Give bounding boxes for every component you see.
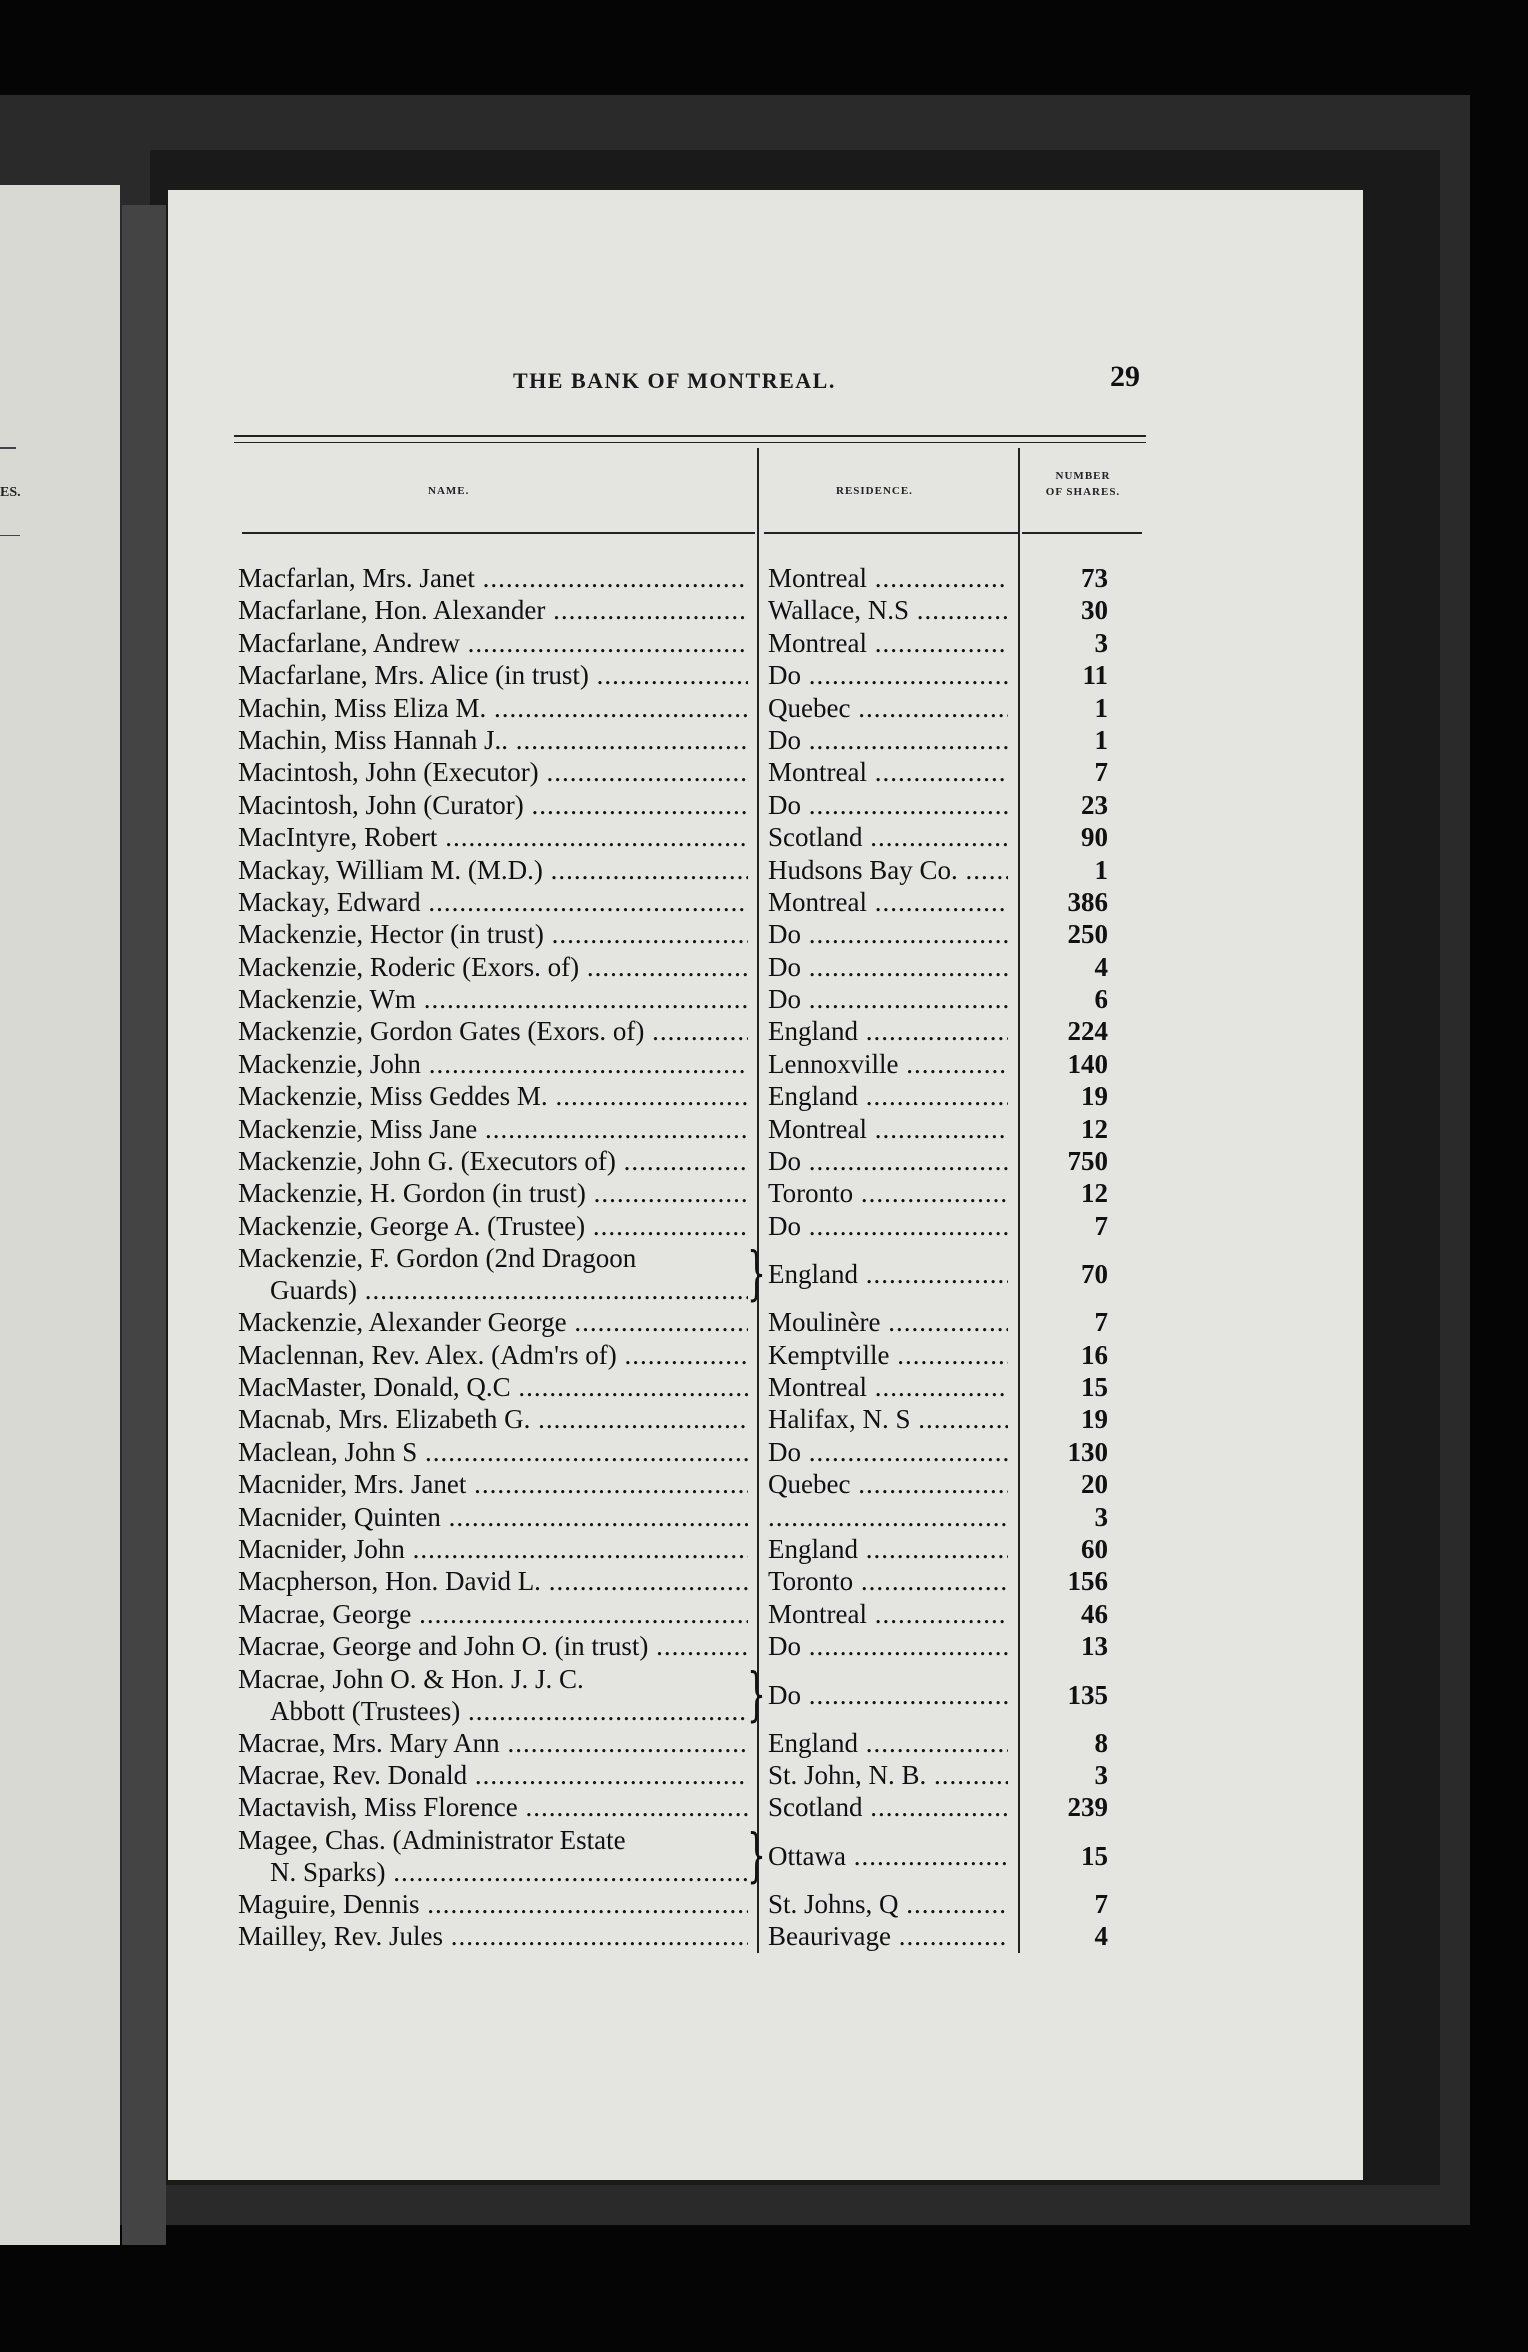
residence-text: Do ..... [768, 919, 1008, 949]
column-header-residence: RESIDENCE. [836, 485, 913, 497]
residence-cell [768, 1533, 1008, 1565]
residence-text: Montreal ..... [768, 628, 1008, 658]
residence-cell [768, 1306, 1008, 1338]
residence-text: Wallace, N.S ..... [768, 595, 1008, 625]
residence-text: Scotland ..... [768, 822, 1008, 852]
shareholder-name-text: Macrae, John O. & Hon. J. J. C. [238, 1663, 584, 1694]
shareholder-name-text: Macrae, Rev. Donald ..... [238, 1759, 748, 1791]
residence-text: Toronto ..... [768, 1566, 1008, 1596]
residence-text: Hudsons Bay Co. ..... [768, 855, 1008, 885]
shares-value: 1 [1094, 692, 1108, 723]
shareholder-name [238, 1920, 748, 1952]
shareholder-name-continuation: Abbott (Trustees) ..... [238, 1695, 748, 1727]
shareholder-name-text: Mackenzie, John G. (Executors of) ..... [238, 1145, 748, 1177]
shareholder-name-text: Macfarlane, Andrew ..... [238, 627, 748, 659]
residence-text: Do ..... [768, 1631, 1008, 1661]
table-row [238, 1113, 1148, 1145]
residence-cell [768, 1048, 1008, 1080]
shareholder-name-text: MacIntyre, Robert ..... [238, 821, 748, 853]
shareholder-name-text: Macfarlan, Mrs. Janet ..... [238, 562, 748, 594]
residence-text: Do ..... [768, 725, 1008, 755]
table-row [238, 692, 1148, 724]
residence-text: Do ..... [768, 790, 1008, 820]
shareholder-name-text: Machin, Miss Eliza M. ..... [238, 692, 748, 724]
shares-value: 16 [1081, 1339, 1108, 1370]
shareholder-name [238, 724, 748, 756]
shareholder-list [238, 562, 1148, 1952]
column-rule [1022, 532, 1142, 534]
shareholder-name [238, 983, 748, 1015]
residence-text: Scotland ..... [768, 1792, 1008, 1822]
residence-text: Kemptville ..... [768, 1340, 1008, 1370]
shares-value: 6 [1094, 984, 1108, 1015]
table-row [238, 854, 1148, 886]
shareholder-name-text: Mackenzie, F. Gordon (2nd Dragoon [238, 1243, 637, 1274]
shares-value: 4 [1094, 951, 1108, 982]
residence-text: Montreal ..... [768, 1372, 1008, 1402]
shareholder-name [238, 756, 748, 788]
residence-cell [768, 627, 1008, 659]
shares-value: 1 [1094, 854, 1108, 885]
residence-cell [768, 789, 1008, 821]
residence-cell [768, 983, 1008, 1015]
residence-cell [768, 1113, 1008, 1145]
left-page-rule [0, 447, 16, 449]
column-header-name: NAME. [428, 485, 470, 497]
shareholder-name-text: Mackenzie, Wm ..... [238, 983, 748, 1015]
shareholder-name [238, 1533, 748, 1565]
shareholder-name [238, 789, 748, 821]
table-row [238, 1727, 1148, 1759]
header-rule [234, 435, 1146, 437]
shares-value: 13 [1081, 1631, 1108, 1662]
residence-text: Do ..... [768, 1146, 1008, 1176]
shares-value: 7 [1094, 757, 1108, 788]
column-rule [242, 532, 755, 534]
residence-text: Montreal ..... [768, 1114, 1008, 1144]
table-row [238, 1759, 1148, 1791]
shareholder-name [238, 1501, 748, 1533]
table-row [238, 1533, 1148, 1565]
residence-text: Montreal ..... [768, 887, 1008, 917]
residence-text: Ottawa ..... [768, 1841, 1008, 1871]
table-row [238, 724, 1148, 756]
shareholder-name [238, 918, 748, 950]
residence-cell [768, 1145, 1008, 1177]
shareholder-name [238, 1015, 748, 1047]
shareholder-name [238, 1306, 748, 1338]
residence-text: Do ..... [768, 660, 1008, 690]
shareholder-name-text: MacMaster, Donald, Q.C ..... [238, 1371, 748, 1403]
residence-text: Quebec ..... [768, 693, 1008, 723]
shareholder-name [238, 1145, 748, 1177]
shareholder-name-text: Magee, Chas. (Administrator Estate [238, 1824, 626, 1855]
shareholder-name [238, 854, 748, 886]
shareholder-name-text: Macnider, Quinten ..... [238, 1501, 748, 1533]
residence-cell [768, 1888, 1008, 1920]
residence-cell [768, 756, 1008, 788]
shares-value: 135 [1067, 1679, 1108, 1710]
shareholder-name [238, 627, 748, 659]
residence-cell [768, 1339, 1008, 1371]
shareholder-name-text: Mackenzie, George A. (Trustee) ..... [238, 1210, 748, 1242]
shares-value: 46 [1081, 1598, 1108, 1629]
residence-cell [768, 1727, 1008, 1759]
residence-cell [768, 1015, 1008, 1047]
residence-cell [768, 1791, 1008, 1823]
table-row [238, 1820, 1148, 1889]
residence-cell [768, 886, 1008, 918]
table-row [238, 821, 1148, 853]
shareholder-name [238, 1468, 748, 1500]
shareholder-name-text: Macnider, Mrs. Janet ..... [238, 1468, 748, 1500]
shareholder-name-text: Mailley, Rev. Jules ..... [238, 1920, 748, 1952]
shares-value: 70 [1081, 1259, 1108, 1290]
residence-text: England ..... [768, 1016, 1008, 1046]
shareholder-name [238, 1080, 748, 1112]
table-row [238, 659, 1148, 691]
shareholder-name-continuation: Guards) ..... [238, 1274, 748, 1306]
residence-cell [768, 1679, 1008, 1711]
shareholder-name [238, 1663, 748, 1727]
shareholder-name-text: Maguire, Dennis ..... [238, 1888, 748, 1920]
table-row [238, 1920, 1148, 1952]
residence-cell [768, 692, 1008, 724]
left-page-edge [0, 185, 120, 2245]
shares-value: 12 [1081, 1178, 1108, 1209]
shareholder-name-text: Machin, Miss Hannah J.. ..... [238, 724, 748, 756]
shareholder-name [238, 1113, 748, 1145]
shareholder-name-text: Macnab, Mrs. Elizabeth G. ..... [238, 1403, 748, 1435]
residence-text: Toronto ..... [768, 1178, 1008, 1208]
shareholder-name [238, 1048, 748, 1080]
residence-cell [768, 1080, 1008, 1112]
shareholder-name-text: Maclean, John S ..... [238, 1436, 748, 1468]
residence-cell [768, 1565, 1008, 1597]
shareholder-name-text: Mackenzie, H. Gordon (in trust) ..... [238, 1177, 748, 1209]
shares-value: 19 [1081, 1081, 1108, 1112]
shareholder-name [238, 1242, 748, 1306]
residence-cell [768, 594, 1008, 626]
column-rule [764, 532, 1020, 534]
brace-mark: } [747, 1239, 766, 1308]
shareholder-name-text: Macpherson, Hon. David L. ..... [238, 1565, 748, 1597]
table-row [238, 1306, 1148, 1338]
shares-value: 3 [1094, 1501, 1108, 1532]
table-row [238, 1210, 1148, 1242]
shares-value: 15 [1081, 1840, 1108, 1871]
residence-text: Montreal ..... [768, 563, 1008, 593]
table-row [238, 1436, 1148, 1468]
table-row [238, 1145, 1148, 1177]
residence-text: St. John, N. B. ..... [768, 1760, 1008, 1790]
table-row [238, 1080, 1148, 1112]
column-header-shares-line2: OF SHARES. [1045, 486, 1121, 498]
table-row [238, 594, 1148, 626]
brace-mark: } [747, 1820, 766, 1889]
table-row [238, 789, 1148, 821]
table-row [238, 951, 1148, 983]
table-row [238, 1501, 1148, 1533]
shares-value: 3 [1094, 627, 1108, 658]
table-row [238, 1659, 1148, 1728]
residence-text [768, 1502, 1008, 1532]
running-head: THE BANK OF MONTREAL. [513, 368, 836, 393]
shareholder-name-text: Macintosh, John (Executor) ..... [238, 756, 748, 788]
shareholder-name-continuation: N. Sparks) ..... [238, 1856, 748, 1888]
residence-text: England ..... [768, 1259, 1008, 1289]
residence-cell [768, 951, 1008, 983]
shareholder-name [238, 1403, 748, 1435]
shareholder-name-text: Macrae, Mrs. Mary Ann ..... [238, 1727, 748, 1759]
shares-value: 250 [1067, 919, 1108, 950]
residence-text: England ..... [768, 1081, 1008, 1111]
shareholder-name [238, 1791, 748, 1823]
column-header-shares-line1: NUMBER [1055, 470, 1111, 482]
residence-text: Moulinère ..... [768, 1307, 1008, 1337]
shareholder-name-text: Mactavish, Miss Florence ..... [238, 1791, 748, 1823]
table-row [238, 1239, 1148, 1308]
brace-mark: } [747, 1659, 766, 1728]
residence-text: Do ..... [768, 952, 1008, 982]
shareholder-name [238, 1630, 748, 1662]
residence-cell [768, 1210, 1008, 1242]
ledger-page [168, 190, 1363, 2180]
shares-value: 140 [1067, 1048, 1108, 1079]
shareholder-name-text: Macnider, John ..... [238, 1533, 748, 1565]
shareholder-name [238, 1339, 748, 1371]
shareholder-name [238, 1436, 748, 1468]
residence-text: England ..... [768, 1728, 1008, 1758]
shareholder-name-text: Macfarlane, Hon. Alexander ..... [238, 594, 748, 626]
residence-cell [768, 1371, 1008, 1403]
residence-cell [768, 1598, 1008, 1630]
table-row [238, 1598, 1148, 1630]
residence-cell [768, 1759, 1008, 1791]
residence-text: Halifax, N. S ..... [768, 1404, 1008, 1434]
residence-cell [768, 659, 1008, 691]
shares-value: 7 [1094, 1307, 1108, 1338]
residence-cell [768, 1403, 1008, 1435]
shareholder-name [238, 659, 748, 691]
residence-cell [768, 1436, 1008, 1468]
residence-cell [768, 1177, 1008, 1209]
residence-text: Do ..... [768, 1437, 1008, 1467]
residence-cell [768, 1840, 1008, 1872]
shareholder-name [238, 692, 748, 724]
shares-value: 20 [1081, 1469, 1108, 1500]
residence-cell [768, 918, 1008, 950]
shares-value: 12 [1081, 1113, 1108, 1144]
residence-cell [768, 1920, 1008, 1952]
shareholder-name [238, 562, 748, 594]
residence-text: Do ..... [768, 1680, 1008, 1710]
shares-value: 8 [1094, 1727, 1108, 1758]
shareholder-name-text: Macrae, George ..... [238, 1598, 748, 1630]
residence-text: St. Johns, Q ..... [768, 1889, 1008, 1919]
shareholder-name [238, 1598, 748, 1630]
table-row [238, 1403, 1148, 1435]
shareholder-name [238, 1727, 748, 1759]
shareholder-name [238, 1759, 748, 1791]
residence-text: Lennoxville ..... [768, 1049, 1008, 1079]
shareholder-name [238, 1177, 748, 1209]
shares-value: 30 [1081, 595, 1108, 626]
shareholder-name [238, 951, 748, 983]
shareholder-name-text: Macfarlane, Mrs. Alice (in trust) ..... [238, 659, 748, 691]
shareholder-name-text: Mackenzie, Hector (in trust) ..... [238, 918, 748, 950]
shares-value: 1 [1094, 724, 1108, 755]
column-header-shares [1028, 468, 1138, 500]
shares-value: 7 [1094, 1888, 1108, 1919]
shares-value: 60 [1081, 1533, 1108, 1564]
shareholder-name-text: Macintosh, John (Curator) ..... [238, 789, 748, 821]
table-row [238, 1015, 1148, 1047]
shareholder-name-text: Mackenzie, Miss Jane ..... [238, 1113, 748, 1145]
left-page-fragment: ES. [0, 485, 21, 500]
table-row [238, 1177, 1148, 1209]
shareholder-name [238, 594, 748, 626]
book-spine [122, 205, 166, 2245]
residence-cell [768, 821, 1008, 853]
table-row [238, 1371, 1148, 1403]
table-row [238, 1888, 1148, 1920]
header-rule [234, 442, 1146, 443]
shares-value: 23 [1081, 789, 1108, 820]
page-number: 29 [1110, 360, 1140, 393]
residence-cell [768, 1258, 1008, 1290]
table-row [238, 1791, 1148, 1823]
shares-value: 19 [1081, 1404, 1108, 1435]
shareholder-name-text: Mackenzie, Miss Geddes M. ..... [238, 1080, 748, 1112]
residence-text: Montreal ..... [768, 757, 1008, 787]
residence-cell [768, 1630, 1008, 1662]
shareholder-name-text: Mackay, William M. (M.D.) ..... [238, 854, 748, 886]
shareholder-name-text: Mackay, Edward ..... [238, 886, 748, 918]
shares-value: 750 [1067, 1146, 1108, 1177]
residence-cell [768, 1468, 1008, 1500]
shares-value: 4 [1094, 1921, 1108, 1952]
shares-value: 11 [1082, 660, 1108, 691]
shares-value: 90 [1081, 822, 1108, 853]
shares-value: 224 [1067, 1016, 1108, 1047]
shares-value: 130 [1067, 1436, 1108, 1467]
table-row [238, 1630, 1148, 1662]
shareholder-name [238, 1824, 748, 1888]
residence-cell [768, 562, 1008, 594]
shareholder-name-text: Macrae, George and John O. (in trust) ..... [238, 1630, 748, 1662]
table-row [238, 1565, 1148, 1597]
shareholder-name [238, 1565, 748, 1597]
shares-value: 239 [1067, 1792, 1108, 1823]
shareholder-name [238, 1888, 748, 1920]
shareholder-name [238, 1371, 748, 1403]
table-row [238, 1048, 1148, 1080]
table-row [238, 918, 1148, 950]
shareholder-name-text: Mackenzie, John ..... [238, 1048, 748, 1080]
shareholder-name-text: Mackenzie, Roderic (Exors. of) ..... [238, 951, 748, 983]
residence-text: Do ..... [768, 1211, 1008, 1241]
shares-value: 156 [1067, 1566, 1108, 1597]
shareholder-name [238, 886, 748, 918]
shareholder-name-text: Maclennan, Rev. Alex. (Adm'rs of) ..... [238, 1339, 748, 1371]
shareholder-name [238, 1210, 748, 1242]
residence-text: Quebec ..... [768, 1469, 1008, 1499]
residence-text: Beaurivage ..... [768, 1921, 1008, 1951]
table-row [238, 627, 1148, 659]
shareholder-name-text: Mackenzie, Gordon Gates (Exors. of) ..... [238, 1015, 748, 1047]
shareholder-name-text: Mackenzie, Alexander George ..... [238, 1306, 748, 1338]
residence-cell [768, 724, 1008, 756]
shareholder-name [238, 821, 748, 853]
table-row [238, 756, 1148, 788]
table-row [238, 562, 1148, 594]
residence-cell [768, 854, 1008, 886]
table-row [238, 886, 1148, 918]
residence-text: England ..... [768, 1534, 1008, 1564]
table-row [238, 983, 1148, 1015]
residence-text: Montreal ..... [768, 1599, 1008, 1629]
shares-value: 3 [1094, 1759, 1108, 1790]
shares-value: 15 [1081, 1371, 1108, 1402]
residence-text: Do ..... [768, 984, 1008, 1014]
shares-value: 73 [1081, 563, 1108, 593]
table-row [238, 1468, 1148, 1500]
left-page-rule [0, 535, 20, 536]
table-row [238, 1339, 1148, 1371]
residence-cell [768, 1501, 1008, 1533]
shares-value: 7 [1094, 1210, 1108, 1241]
shares-value: 386 [1067, 886, 1108, 917]
